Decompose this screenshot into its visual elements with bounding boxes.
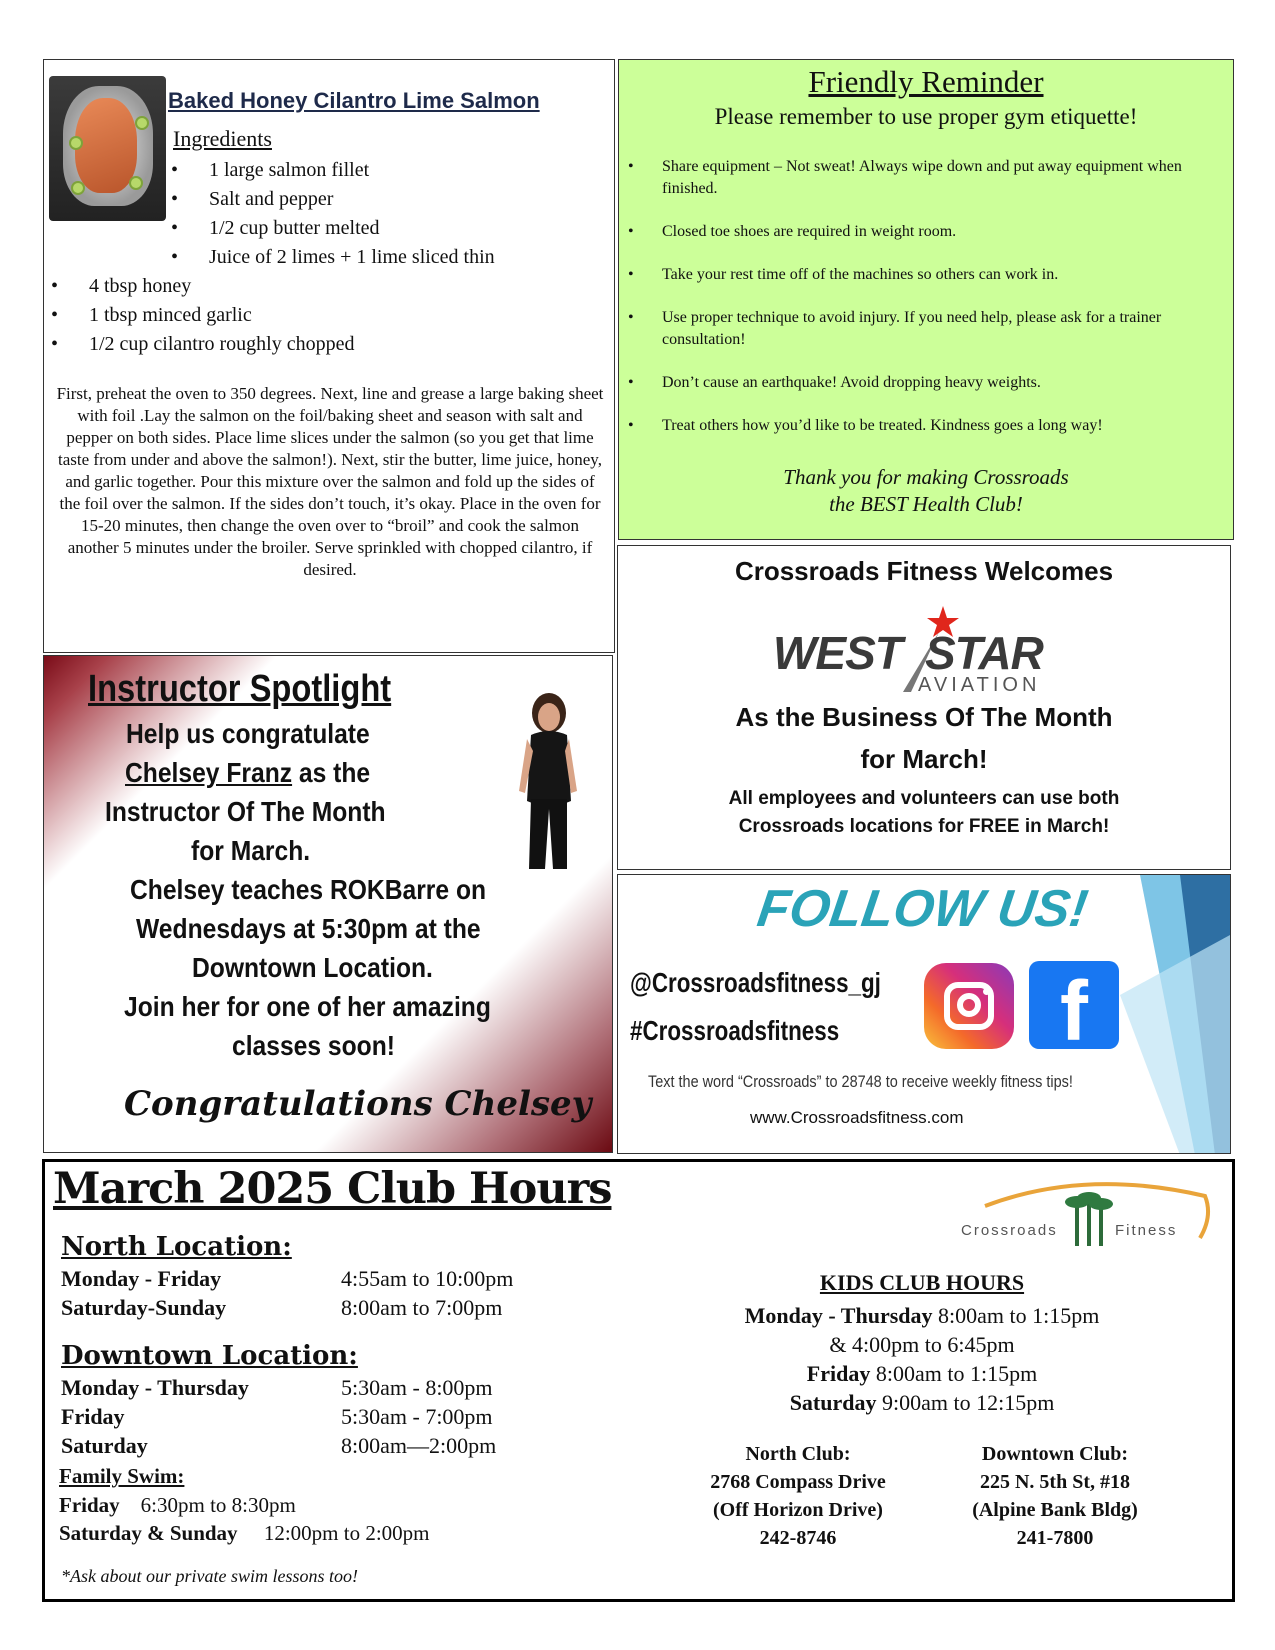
spotlight-line	[125, 757, 370, 789]
day-label: Saturday & Sunday	[59, 1521, 238, 1545]
website-link[interactable]: www.Crossroadsfitness.com	[750, 1108, 964, 1127]
hours-row	[61, 1266, 514, 1292]
list-item: • Closed toe shoes are required in weight room.	[662, 221, 1227, 243]
instructor-photo	[509, 691, 587, 871]
kids-row	[657, 1390, 1187, 1416]
downtown-club-address	[935, 1440, 1175, 1552]
list-item: • 1 large salmon fillet	[209, 156, 495, 185]
hours-row	[61, 1375, 493, 1401]
salmon-photo	[49, 76, 166, 221]
day-label: Friday	[61, 1404, 125, 1429]
spotlight-text: as the	[292, 757, 371, 788]
day-label: Saturday-Sunday	[61, 1295, 227, 1320]
reminder-subtitle: Please remember to use proper gym etiquette!	[714, 104, 1138, 129]
list-item: • Treat others how you’d like to be treated. Kindness goes a long way!	[662, 415, 1227, 437]
instructor-name: Chelsey Franz	[125, 757, 293, 788]
ingredients-list	[209, 156, 495, 272]
logo-text: Fitness	[1115, 1222, 1178, 1239]
day-label: Monday - Thursday	[744, 1303, 933, 1328]
list-item: • Juice of 2 limes + 1 lime sliced thin	[209, 243, 495, 272]
recipe-panel	[43, 59, 615, 653]
decorative-shapes	[1120, 875, 1230, 1154]
time-value: 8:00am to 7:00pm	[341, 1295, 503, 1320]
instagram-handle[interactable]: @Crossroadsfitness_gj	[630, 967, 881, 998]
ingredients-heading: Ingredients	[173, 126, 272, 151]
club-address: (Off Horizon Drive)	[713, 1499, 883, 1521]
list-item: • Salt and pepper	[209, 185, 495, 214]
list-item: • Don’t cause an earthquake! Avoid dropping heavy weights.	[662, 372, 1227, 394]
list-item: • Take your rest time off of the machines so others can work in.	[662, 264, 1227, 286]
list-item: • Use proper technique to avoid injury. If you need help, please ask for a trainer consultation!	[662, 307, 1227, 351]
spotlight-line: classes soon!	[232, 1030, 395, 1061]
instructor-spotlight-panel	[43, 655, 613, 1153]
swim-note: *Ask about our private swim lessons too!	[61, 1566, 358, 1586]
club-address: 2768 Compass Drive	[710, 1471, 886, 1493]
recipe-title: Baked Honey Cilantro Lime Salmon	[168, 88, 540, 113]
ingredients-list-continued	[89, 272, 355, 359]
club-hours-title: March 2025 Club Hours	[53, 1164, 612, 1214]
recipe-directions: First, preheat the oven to 350 degrees. Next, line and grease a large baking sheet with foil .Lay the salmon on the foil/baking sheet and season with salt and pepper on both sides. Place lime slices under the salmon (so you get that lime taste from under and above the salmon!). Next, stir the butter, lime juice, honey, and garlic together. Pour this mixture over the salmon and fold up the sides of the foil over the salmon. If the sides don’t touch, it’s okay. Place in the oven for 15-20 minutes, then change the oven over to “broil” and cook the salmon another 5 minutes under the broiler. Serve sprinkled with chopped cilantro, if desired.	[56, 384, 604, 579]
business-line: As the Business Of The Month	[735, 702, 1113, 732]
time-value: 8:00am to 1:15pm	[932, 1303, 1100, 1328]
spotlight-line: Downtown Location.	[192, 952, 433, 983]
club-address: (Alpine Bank Bldg)	[972, 1499, 1138, 1521]
text-tip: Text the word “Crossroads” to 28748 to receive weekly fitness tips!	[648, 1072, 1073, 1091]
time-value: 8:00am—2:00pm	[341, 1433, 497, 1458]
business-line: for March!	[860, 744, 988, 774]
reminder-thanks	[619, 464, 1233, 518]
business-line: Crossroads locations for FREE in March!	[738, 816, 1110, 837]
time-value: 5:30am - 8:00pm	[341, 1375, 493, 1400]
kids-row: & 4:00pm to 6:45pm	[829, 1332, 1015, 1357]
club-name: Downtown Club:	[981, 1443, 1129, 1465]
logo-subtext: AVIATION	[918, 674, 1041, 696]
day-label: Saturday	[789, 1390, 877, 1415]
follow-us-panel	[617, 874, 1231, 1154]
time-value: 8:00am to 1:15pm	[870, 1361, 1038, 1386]
logo-text: STAR	[925, 627, 1043, 679]
congratulations-text: Congratulations Chelsey	[124, 1084, 592, 1124]
spotlight-line: Help us congratulate	[126, 718, 370, 749]
time-value: 6:30pm to 8:30pm	[140, 1493, 296, 1517]
day-label: Saturday	[61, 1433, 148, 1458]
time-value: 12:00pm to 2:00pm	[263, 1521, 430, 1545]
list-item: • 1 tbsp minced garlic	[89, 301, 355, 330]
business-line: All employees and volunteers can use both	[728, 788, 1120, 809]
reminder-title: Friendly Reminder	[808, 64, 1044, 99]
thanks-line-2: the BEST Health Club!	[829, 492, 1023, 516]
spotlight-title: Instructor Spotlight	[88, 668, 392, 710]
crossroads-fitness-logo	[955, 1176, 1220, 1256]
spotlight-line: Join her for one of her amazing	[124, 991, 491, 1022]
friendly-reminder-panel	[618, 59, 1234, 540]
day-label: Monday - Friday	[61, 1266, 222, 1291]
club-address: 225 N. 5th St, #18	[979, 1471, 1130, 1493]
club-phone: 241-7800	[1016, 1527, 1094, 1549]
spotlight-line: Chelsey teaches ROKBarre on	[130, 874, 487, 905]
weststar-logo	[773, 606, 1073, 696]
day-label: Monday - Thursday	[61, 1375, 249, 1400]
kids-club-heading: KIDS CLUB HOURS	[819, 1270, 1025, 1295]
club-phone: 242-8746	[759, 1527, 837, 1549]
club-name: North Club:	[745, 1443, 851, 1465]
spotlight-line: Wednesdays at 5:30pm at the	[136, 913, 481, 944]
welcome-heading: Crossroads Fitness Welcomes	[734, 556, 1114, 586]
kids-row	[657, 1361, 1187, 1387]
swim-row	[59, 1493, 296, 1518]
list-item: • 1/2 cup cilantro roughly chopped	[89, 330, 355, 359]
north-club-address	[673, 1440, 923, 1552]
spotlight-line: Instructor Of The Month	[105, 796, 386, 827]
list-item: • 4 tbsp honey	[89, 272, 355, 301]
kids-row	[657, 1303, 1187, 1329]
logo-text: Crossroads	[961, 1222, 1058, 1239]
list-item: • Share equipment – Not sweat! Always wipe down and put away equipment when finished.	[662, 156, 1227, 200]
downtown-location-heading: Downtown Location:	[61, 1341, 358, 1371]
family-swim-heading: Family Swim:	[59, 1464, 185, 1488]
hours-row	[61, 1404, 493, 1430]
thanks-line-1: Thank you for making Crossroads	[783, 465, 1069, 489]
hours-row	[61, 1295, 503, 1321]
instagram-icon[interactable]	[924, 963, 1014, 1049]
list-item: • 1/2 cup butter melted	[209, 214, 495, 243]
logo-text: WEST	[773, 627, 902, 679]
etiquette-list	[662, 156, 1227, 458]
north-location-heading: North Location:	[61, 1232, 292, 1262]
hashtag: #Crossroadsfitness	[630, 1015, 840, 1046]
time-value: 5:30am - 7:00pm	[341, 1404, 493, 1429]
day-label: Friday	[59, 1493, 120, 1517]
business-of-month-panel	[617, 545, 1231, 870]
follow-us-title: FOLLOW US!	[753, 880, 1092, 938]
day-label: Friday	[806, 1361, 871, 1386]
hours-row	[61, 1433, 497, 1459]
spotlight-line: for March.	[191, 835, 311, 866]
club-hours-panel	[42, 1159, 1235, 1602]
time-value: 4:55am to 10:00pm	[341, 1266, 514, 1291]
facebook-icon[interactable]: f	[1029, 961, 1119, 1049]
time-value: 9:00am to 12:15pm	[876, 1390, 1055, 1415]
swim-row	[59, 1521, 430, 1546]
